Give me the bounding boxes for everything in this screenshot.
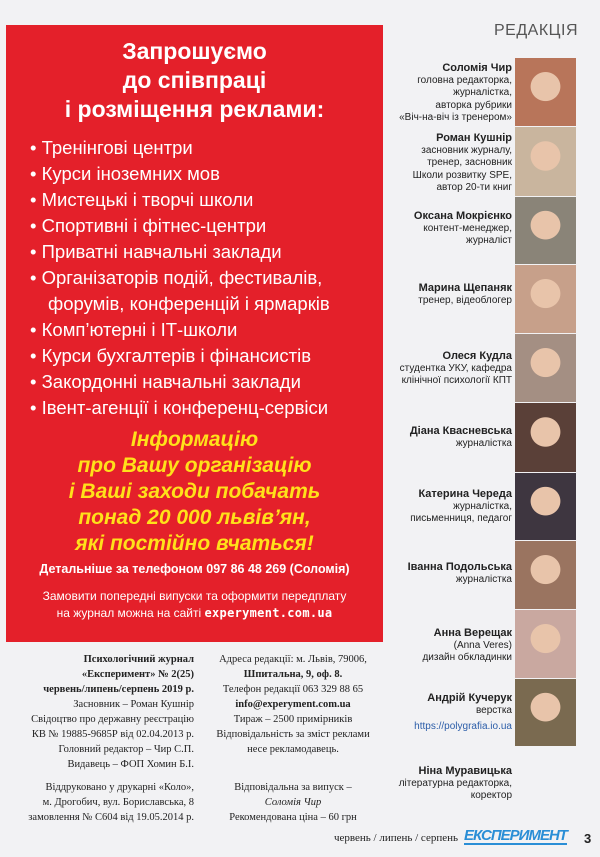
member-role: коректор [470,790,512,801]
imprint-line: несе рекламодавець. [247,744,339,755]
order-line [6,605,383,622]
ad-order-info [6,588,383,622]
imprint-printing [0,780,194,825]
ad-title-line: до співпраці [122,67,267,93]
member-role: журналістка [455,437,512,449]
imprint-line: Засновник – Роман Кушнір [73,699,194,710]
member-photo [515,334,576,402]
ad-bullet-list [30,135,378,421]
member-name: Соломія Чир [442,62,512,74]
team-member [342,488,512,526]
member-photo [515,58,576,126]
member-role: журналіст [466,235,512,246]
highlight-line: Інформацію [130,428,259,451]
team-member [342,62,512,125]
member-role: журналістка, [453,87,512,98]
member-role: тренер, засновник [427,157,512,168]
member-name: Андрій Кучерук [427,692,512,704]
bullet-item: • Курси бухгалтерів і фінансистів [30,343,378,369]
imprint-line: Шпитальна, 9, оф. 8. [243,669,343,680]
bullet-item: • Спортивні і фітнес-центри [30,213,378,239]
member-name: Катерина Череда [418,488,512,500]
member-role: засновник журналу, [421,144,512,156]
member-url-link[interactable]: https://polygrafia.io.ua [414,721,512,732]
member-name: Діана Квасневська [409,425,512,437]
team-member [342,132,512,195]
bullet-item: • Івент-агенції і конференц-сервіси [30,395,378,421]
member-name: Анна Верещак [433,627,512,639]
highlight-line: понад 20 000 львів’ян, [78,506,311,529]
ad-title-line: і розміщення реклами: [64,96,325,122]
imprint-line: «Експеримент» № 2(25) [81,669,194,680]
team-member [342,692,512,734]
team-member [342,350,512,388]
member-role: письменниця, педагог [410,513,512,524]
member-name: Марина Щепаняк [418,282,512,294]
member-role: автор 20-ти книг [436,182,512,193]
member-name: Олеся Кудла [442,350,512,362]
bullet-item: • Комп’ютерні і ІТ-школи [30,317,378,343]
bullet-item: • Закордонні навчальні заклади [30,369,378,395]
member-role: студентка УКУ, кафедра [399,362,512,374]
member-name: Роман Кушнір [436,132,512,144]
ad-title-line: Запрошуємо [122,38,267,64]
advertising-box [6,25,383,642]
page-number: 3 [584,831,592,846]
imprint-line: Телефон редакції 063 329 88 65 [222,684,364,695]
member-photo [515,679,576,746]
imprint-line: Віддруковано у друкарні «Коло», [45,782,194,793]
highlight-line: які постійно вчаться! [75,532,314,555]
team-member [342,210,512,248]
member-name: Ніна Муравицька [418,765,512,777]
site-link[interactable]: experyment.com.ua [204,606,333,620]
member-role: літературна редакторка, [398,777,512,789]
team-member [342,561,512,586]
imprint-line: Адреса редакції: м. Львів, 79006, [219,654,367,665]
order-line: Замовити попередні випуски та оформити передплату [42,589,347,603]
member-role: дизайн обкладинки [422,652,512,663]
member-photo [515,473,576,540]
member-role: тренер, відеоблогер [418,294,512,306]
team-member [342,282,512,307]
imprint-line: Соломія Чир [264,797,322,808]
imprint-line: червень/липень/серпень 2019 р. [43,684,194,695]
imprint-line: Відповідальна за випуск – [234,782,352,793]
ad-phone: Детальніше за телефоном 097 86 48 269 (Соломія) [39,562,350,576]
imprint-journal [0,652,194,772]
bullet-item: • Приватні навчальні заклади [30,239,378,265]
imprint-line: Головний редактор – Чир С.П. [58,744,194,755]
member-role: «Віч-на-віч із тренером» [399,112,512,123]
bullet-item: • Мистецькі і творчі школи [30,187,378,213]
member-photo [515,403,576,472]
footer-months: червень / липень / серпень [333,832,458,844]
bullet-item: • Організаторів подій, фестивалів, форумів, конференцій і ярмарків [30,265,378,317]
member-photo [515,541,576,609]
highlight-line: про Вашу організацію [77,454,312,477]
imprint-line: замовлення № С604 від 19.05.2014 р. [28,812,194,823]
highlight-line: і Ваші заходи побачать [68,480,321,503]
member-role: контент-менеджер, [423,222,512,234]
imprint-line: Тираж – 2500 примірників [233,714,353,725]
email-link[interactable]: info@experyment.com.ua [235,699,351,710]
member-photo [515,610,576,678]
member-role: авторка рубрики [435,99,512,111]
ad-highlight [6,427,383,557]
member-photo [515,127,576,196]
team-member [342,627,512,665]
member-name: Оксана Мокрієнко [413,210,512,222]
member-photo [515,265,576,333]
member-name: Іванна Подольська [407,561,512,573]
section-header: РЕДАКЦІЯ [493,22,578,39]
imprint-line: Свідоцтво про державну реєстрацію [31,714,194,725]
magazine-logo: ЕКСПЕРИМЕНТ [464,827,567,844]
imprint-line: Рекомендована ціна – 60 грн [229,812,357,823]
member-role: (Anna Veres) [453,639,512,651]
member-role: клінічної психології КПТ [401,375,512,386]
order-text: на журнал можна на сайті [56,606,205,620]
imprint-line: м. Дрогобич, вул. Бориславська, 8 [42,797,194,808]
member-role: Школи розвитку SPE, [412,169,512,181]
imprint-line: КВ № 19885-9685Р від 02.04.2013 р. [31,729,194,740]
imprint-line: Відповідальність за зміст реклами [216,729,370,740]
ad-title [6,37,383,124]
imprint-line: Психологічний журнал [83,654,194,665]
team-member [342,765,512,803]
team-member [342,425,512,450]
member-role: верстка [475,704,512,716]
member-role: журналістка [455,573,512,585]
bullet-item: • Курси іноземних мов [30,161,378,187]
member-role: головна редакторка, [417,74,512,86]
member-photo [515,197,576,264]
bullet-item: • Тренінгові центри [30,135,378,161]
imprint-line: Видавець – ФОП Хомин Б.І. [67,759,194,770]
member-role: журналістка, [453,500,512,512]
